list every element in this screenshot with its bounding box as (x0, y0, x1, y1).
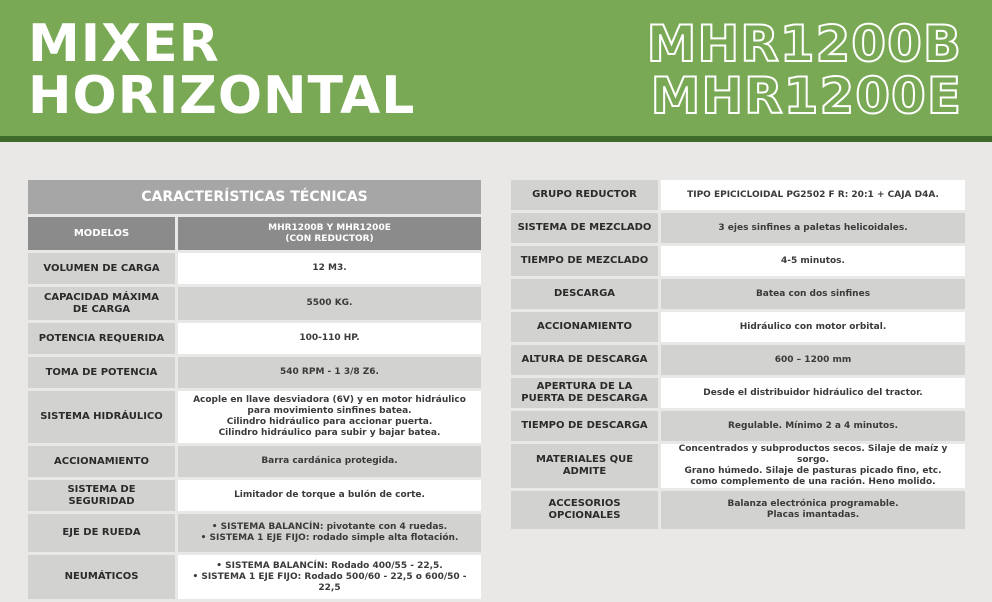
spec-value: Limitador de torque a bulón de corte. (178, 480, 481, 511)
spec-value: Batea con dos sinfines (661, 279, 965, 309)
header-banner (0, 0, 992, 136)
table-row (511, 411, 965, 441)
spec-value: 100-110 HP. (178, 323, 481, 354)
table-row (28, 391, 481, 443)
spec-key: CAPACIDAD MÁXIMA DE CARGA (28, 287, 178, 320)
spec-key: ACCESORIOS OPCIONALES (511, 491, 661, 529)
spec-key: TIEMPO DE MEZCLADO (511, 246, 661, 276)
table-row (28, 555, 481, 599)
spec-value: Regulable. Mínimo 2 a 4 minutos. (661, 411, 965, 441)
spec-key: GRUPO REDUCTOR (511, 180, 661, 210)
table-row (511, 312, 965, 342)
spec-value: • SISTEMA BALANCÍN: pivotante con 4 ruedas. • SISTEMA 1 EJE FIJO: rodado simple alta flotación. (178, 514, 481, 552)
table-row (511, 213, 965, 243)
model-names (646, 15, 962, 125)
spec-value: 540 RPM - 1 3/8 Z6. (178, 357, 481, 388)
spec-value: Desde el distribuidor hidráulico del tractor. (661, 378, 965, 408)
title-line-1: MIXER (28, 14, 220, 74)
subheader-value: MHR1200B Y MHR1200E (CON REDUCTOR) (178, 217, 481, 250)
spec-key: TOMA DE POTENCIA (28, 357, 178, 388)
table-row (28, 480, 481, 511)
spec-key: APERTURA DE LA PUERTA DE DESCARGA (511, 378, 661, 408)
spec-value: 5500 KG. (178, 287, 481, 320)
specs-table-right (511, 177, 965, 532)
spec-key: SISTEMA DE SEGURIDAD (28, 480, 178, 511)
table-row (28, 357, 481, 388)
table-row (28, 323, 481, 354)
spec-key: EJE DE RUEDA (28, 514, 178, 552)
spec-key: NEUMÁTICOS (28, 555, 178, 599)
subheader-key: MODELOS (28, 217, 178, 250)
table-row (28, 446, 481, 477)
spec-key: DESCARGA (511, 279, 661, 309)
specs-table-left (28, 177, 481, 602)
table-title-row (28, 180, 481, 214)
spec-key: POTENCIA REQUERIDA (28, 323, 178, 354)
model-line-2: MHR1200E (650, 67, 962, 125)
spec-value: Hidráulico con motor orbital. (661, 312, 965, 342)
spec-key: ALTURA DE DESCARGA (511, 345, 661, 375)
spec-value: 4-5 minutos. (661, 246, 965, 276)
spec-key: SISTEMA DE MEZCLADO (511, 213, 661, 243)
table-row (511, 345, 965, 375)
table-row (28, 514, 481, 552)
table-row (511, 444, 965, 488)
spec-key: ACCIONAMIENTO (28, 446, 178, 477)
table-row (511, 246, 965, 276)
table-row (511, 378, 965, 408)
spec-value: 600 – 1200 mm (661, 345, 965, 375)
table-row (511, 180, 965, 210)
header-divider (0, 136, 992, 142)
table-row (511, 491, 965, 529)
spec-value: TIPO EPICICLOIDAL PG2502 F R: 20:1 + CAJA D4A. (661, 180, 965, 210)
spec-value: 12 M3. (178, 253, 481, 284)
spec-value: Concentrados y subproductos secos. Silaje de maíz y sorgo. Grano húmedo. Silaje de pasturas picado fino, etc. como complemento de una ración. Heno molido. (661, 444, 965, 488)
spec-key: TIEMPO DE DESCARGA (511, 411, 661, 441)
subheader-row (28, 217, 481, 250)
spec-value: Acople en llave desviadora (6V) y en motor hidráulico para movimiento sinfines batea. Cilindro hidráulico para accionar puerta. Cilindro hidráulico para subir y bajar batea. (178, 391, 481, 443)
title-line-2: HORIZONTAL (28, 66, 416, 126)
spec-key: ACCIONAMIENTO (511, 312, 661, 342)
spec-value: Balanza electrónica programable. Placas imantadas. (661, 491, 965, 529)
spec-value: • SISTEMA BALANCÍN: Rodado 400/55 - 22,5. • SISTEMA 1 EJE FIJO: Rodado 500/60 - 22,5 o 600/50 - 22,5 (178, 555, 481, 599)
spec-key: VOLUMEN DE CARGA (28, 253, 178, 284)
model-line-1: MHR1200B (646, 15, 962, 73)
table-row (28, 287, 481, 320)
spec-value: 3 ejes sinfines a paletas helicoidales. (661, 213, 965, 243)
spec-value: Barra cardánica protegida. (178, 446, 481, 477)
page-title (28, 14, 416, 126)
spec-key: SISTEMA HIDRÁULICO (28, 391, 178, 443)
table-row (28, 253, 481, 284)
table-title: CARACTERÍSTICAS TÉCNICAS (28, 180, 481, 214)
spec-key: MATERIALES QUE ADMITE (511, 444, 661, 488)
table-row (511, 279, 965, 309)
